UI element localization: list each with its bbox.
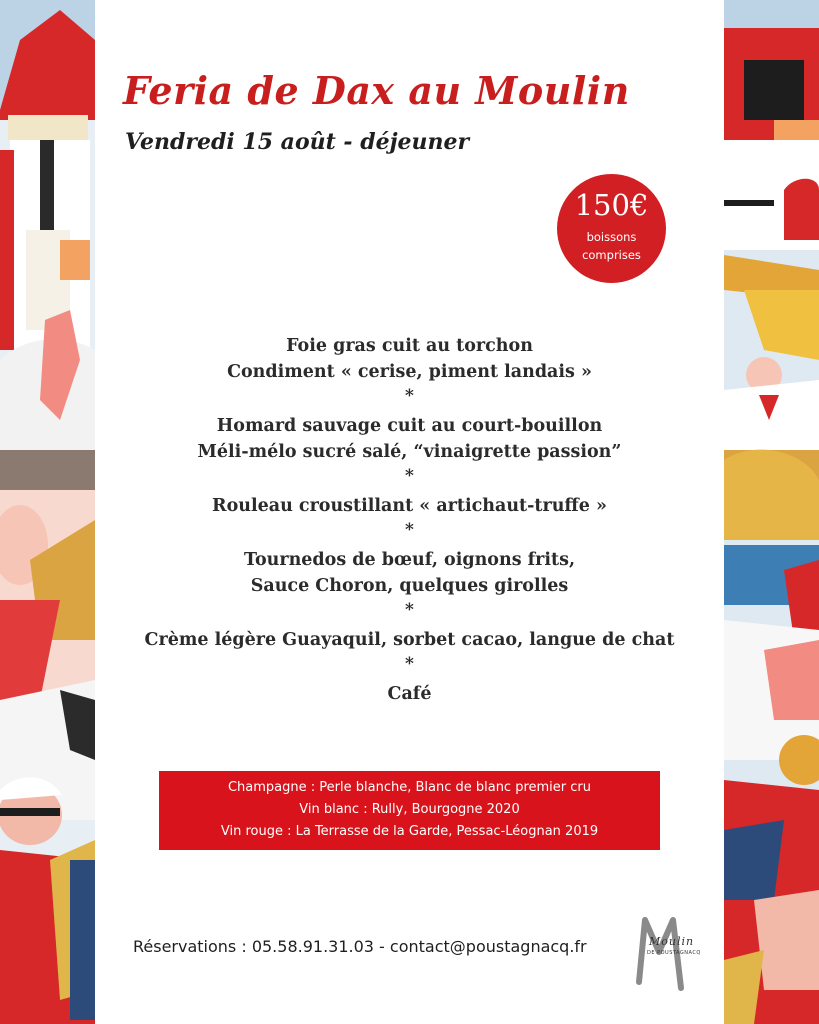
menu-dish: Café [387,684,432,704]
logo-subtitle: DE POUSTAGNACQ [647,950,701,956]
wine-champagne: Champagne : Perle blanche, Blanc de blanc premier cru [227,780,592,795]
event-subtitle: Vendredi 15 août - déjeuner [125,129,470,155]
menu-dish-detail: Sauce Choron, quelques girolles [250,576,569,596]
left-illustration [0,0,95,1024]
menu-dish: Rouleau croustillant « artichaut-truffe » [212,496,607,516]
menu-separator: * [405,654,414,674]
right-illustration [724,0,819,1024]
wine-red: Vin rouge : La Terrasse de la Garde, Pessac-Léognan 2019 [220,824,599,839]
menu-separator: * [405,520,414,540]
reservation-contact: Réservations : 05.58.91.31.03 - contact@poustagnacq.fr [133,937,587,956]
price-amount: 150€ [574,188,649,222]
price-note-line1: boissons [586,230,637,244]
menu-dish: Tournedos de bœuf, oignons frits, [243,550,576,570]
menu-separator: * [405,466,414,486]
wine-pairing-box [159,771,660,850]
menu-dish: Foie gras cuit au torchon [286,336,533,356]
menu-dish: Homard sauvage cuit au court-bouillon [216,416,603,436]
moulin-logo [631,912,711,992]
menu-dish-detail: Méli-mélo sucré salé, “vinaigrette passion” [197,442,622,462]
event-title: Feria de Dax au Moulin [123,68,630,113]
price-note-line2: comprises [582,248,641,262]
price-note [557,228,666,264]
menu-separator: * [405,600,414,620]
menu-card [95,0,724,1024]
menu-dish-detail: Condiment « cerise, piment landais » [227,362,592,382]
wine-white: Vin blanc : Rully, Bourgogne 2020 [299,802,520,817]
menu-separator: * [405,386,414,406]
menu-list [95,333,724,707]
price-badge [557,174,666,283]
menu-dish: Crème légère Guayaquil, sorbet cacao, langue de chat [144,630,675,650]
logo-name: Moulin [649,935,695,948]
